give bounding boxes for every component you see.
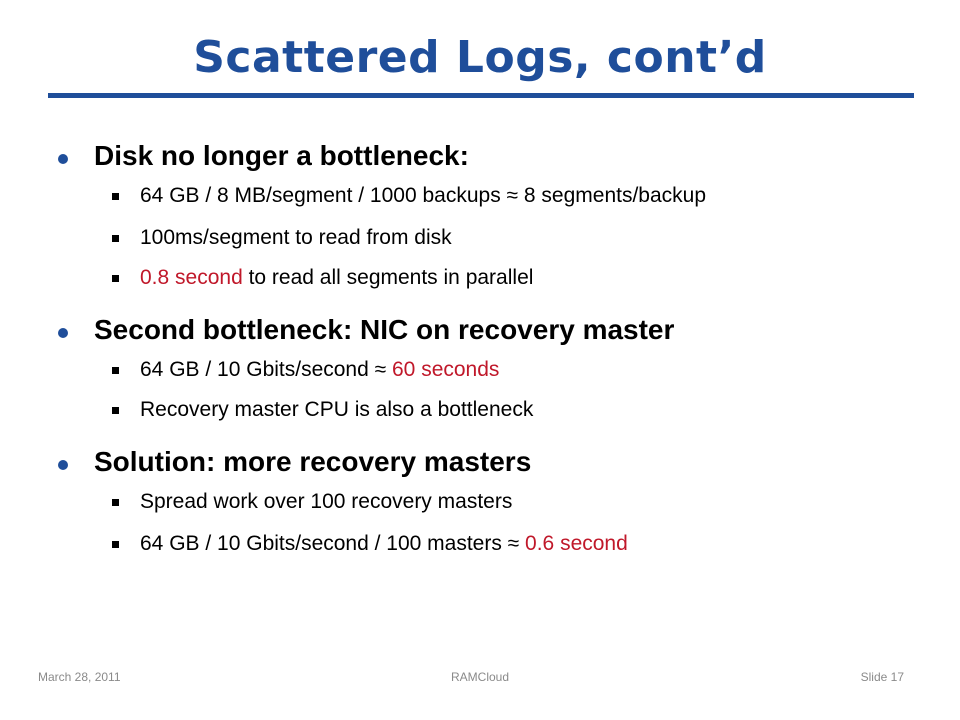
sub-text-pre: Spread work over 100 recovery masters — [140, 490, 513, 513]
square-bullet-icon — [112, 367, 119, 374]
sub-bullet-text — [140, 490, 512, 514]
footer-date: March 28, 2011 — [38, 670, 121, 684]
sub-bullet-text — [140, 184, 706, 208]
highlight-text: 0.8 second — [140, 266, 243, 289]
highlight-text: 0.6 second — [525, 532, 628, 555]
footer-slide-number: Slide 17 — [860, 670, 904, 684]
sub-text-pre: 100ms/segment to read from disk — [140, 226, 452, 249]
sub-text-post: to read all segments in parallel — [242, 266, 534, 289]
bullet-dot-icon — [58, 328, 68, 338]
sub-bullet-text — [140, 532, 628, 556]
footer-center: RAMCloud — [450, 670, 510, 684]
sub-bullet-text — [140, 226, 452, 250]
bullet-text: Solution: more recovery masters — [94, 446, 532, 477]
square-bullet-icon — [112, 541, 119, 548]
square-bullet-icon — [112, 235, 119, 242]
sub-text-pre: Recovery master CPU is also a bottleneck — [140, 398, 534, 421]
slide-title: Scattered Logs, cont’d — [193, 32, 767, 83]
bullet-text: Disk no longer a bottleneck: — [94, 140, 469, 171]
bullet-text: Second bottleneck: NIC on recovery master — [94, 314, 675, 345]
bullet-dot-icon — [58, 154, 68, 164]
bullet-dot-icon — [58, 460, 68, 470]
square-bullet-icon — [112, 275, 119, 282]
square-bullet-icon — [112, 407, 119, 414]
highlight-text: 60 seconds — [392, 358, 500, 381]
sub-text-pre: 64 GB / 10 Gbits/second / 100 masters ≈ — [140, 532, 526, 555]
sub-text-pre: 64 GB / 10 Gbits/second ≈ — [140, 358, 392, 381]
sub-bullet-text — [140, 358, 499, 382]
sub-bullet-text — [140, 266, 533, 290]
sub-text-pre: 64 GB / 8 MB/segment / 1000 backups ≈ 8 segments/backup — [140, 184, 707, 207]
sub-bullet-text — [140, 398, 533, 422]
square-bullet-icon — [112, 193, 119, 200]
square-bullet-icon — [112, 499, 119, 506]
